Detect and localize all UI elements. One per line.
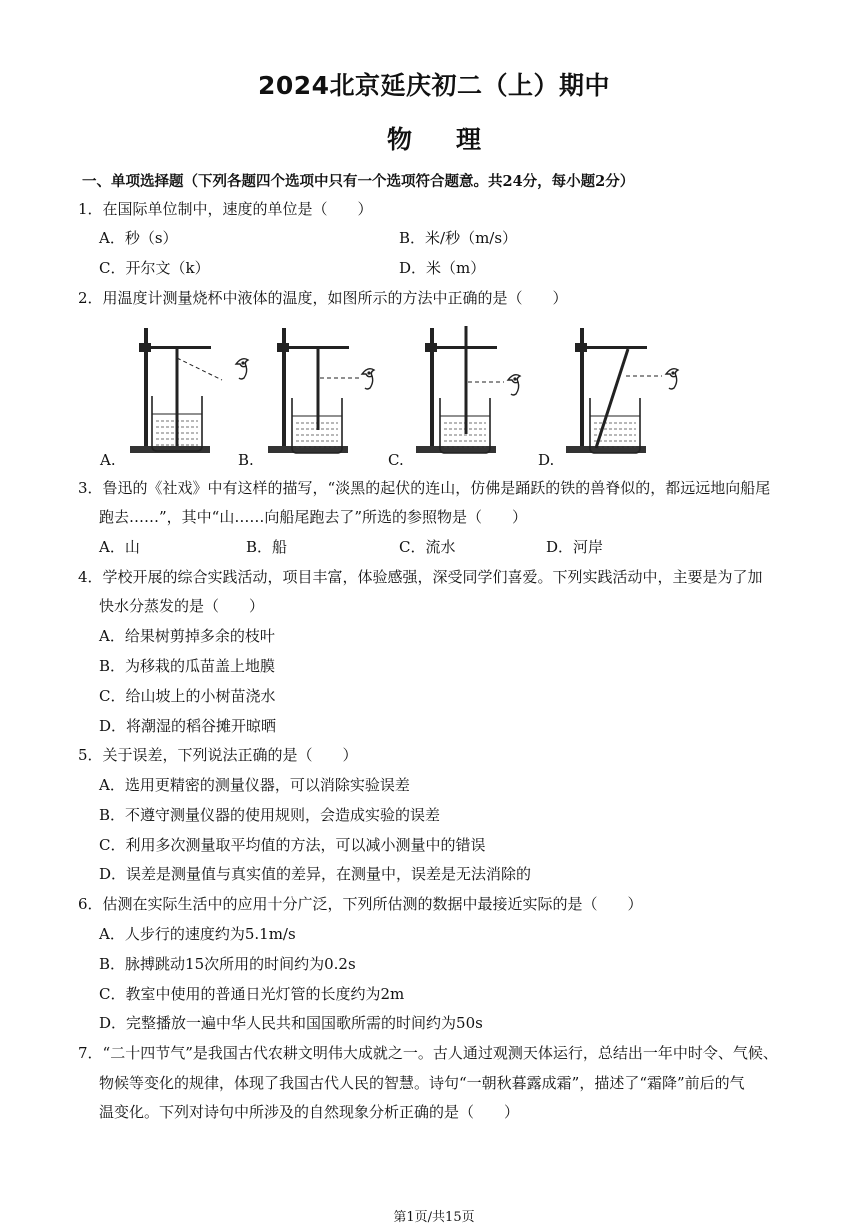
question-1-option-a: A．秒（s）	[99, 229, 178, 247]
question-4-stem-line-2: 快水分蒸发的是（ ）	[99, 597, 265, 615]
question-4-stem-line-1: 4．学校开展的综合实践活动，项目丰富，体验感强，深受同学们喜爱。下列实践活动中，主要是为了加	[78, 568, 763, 586]
question-3-option-b: B．船	[246, 538, 288, 556]
question-3-option-a: A．山	[99, 538, 140, 556]
question-5-option-d: D．误差是测量值与真实值的差异，在测量中，误差是无法消除的	[99, 865, 532, 883]
question-5-option-a: A．选用更精密的测量仪器，可以消除实验误差	[99, 776, 410, 794]
figure-label-c: C.	[388, 451, 404, 469]
question-1-option-b: B．米/秒（m/s）	[399, 229, 518, 247]
question-7-stem-line-1: 7．“二十四节气”是我国古代农耕文明伟大成就之一。古人通过观测天体运行，总结出一年中时令、气候、	[78, 1044, 778, 1062]
section-heading: 一、单项选择题（下列各题四个选项中只有一个选项符合题意。共24分，每小题2分）	[82, 173, 635, 190]
question-6-option-a: A．人步行的速度约为5.1m/s	[99, 925, 296, 943]
question-4-option-c: C．给山坡上的小树苗浇水	[99, 687, 276, 705]
figure-c	[416, 326, 520, 453]
page-number: 第1页/共15页	[393, 1210, 475, 1225]
exam-subject: 物理	[386, 125, 525, 154]
question-7-stem-line-2: 物候等变化的规律，体现了我国古代人民的智慧。诗句“一朝秋暮露成霜”，描述了“霜降”前后的气	[99, 1074, 745, 1092]
figure-label-a: A.	[100, 451, 116, 469]
thermometer-figures	[96, 318, 716, 468]
question-5-option-b: B．不遵守测量仪器的使用规则，会造成实验的误差	[99, 806, 441, 824]
question-6-option-c: C．教室中使用的普通日光灯管的长度约为2m	[99, 985, 405, 1003]
figure-d	[566, 328, 678, 453]
figure-label-b: B.	[238, 451, 254, 469]
question-6-stem: 6．估测在实际生活中的应用十分广泛，下列所估测的数据中最接近实际的是（ ）	[78, 895, 643, 913]
question-7-stem-line-3: 温变化。下列对诗句中所涉及的自然现象分析正确的是（ ）	[99, 1103, 520, 1121]
figure-b	[268, 328, 374, 453]
question-3-option-d: D．河岸	[546, 538, 604, 556]
question-4-option-b: B．为移栽的瓜苗盖上地膜	[99, 657, 276, 675]
question-3-stem-line-2: 跑去……”，其中“山……向船尾跑去了”所选的参照物是（ ）	[99, 508, 528, 526]
question-1-stem: 1．在国际单位制中，速度的单位是（ ）	[78, 200, 373, 218]
question-6-option-b: B．脉搏跳动15次所用的时间约为0.2s	[99, 955, 356, 973]
exam-title: 2024北京延庆初二（上）期中	[257, 71, 611, 100]
question-1-option-d: D．米（m）	[399, 259, 486, 277]
question-6-option-d: D．完整播放一遍中华人民共和国国歌所需的时间约为50s	[99, 1014, 483, 1032]
question-3-stem-line-1: 3．鲁迅的《社戏》中有这样的描写，“淡黑的起伏的连山，仿佛是踊跃的铁的兽脊似的，都远远地向船尾	[78, 479, 771, 497]
figure-a	[130, 328, 248, 453]
question-1-option-c: C．开尔文（k）	[99, 259, 210, 277]
question-4-option-a: A．给果树剪掉多余的枝叶	[99, 627, 275, 645]
question-4-option-d: D．将潮湿的稻谷摊开晾晒	[99, 717, 277, 735]
question-5-stem: 5．关于误差，下列说法正确的是（ ）	[78, 746, 358, 764]
question-3-option-c: C．流水	[399, 538, 456, 556]
question-5-option-c: C．利用多次测量取平均值的方法，可以减小测量中的错误	[99, 836, 486, 854]
figure-label-d: D.	[538, 451, 555, 469]
question-2-stem: 2．用温度计测量烧杯中液体的温度，如图所示的方法中正确的是（ ）	[78, 289, 568, 307]
